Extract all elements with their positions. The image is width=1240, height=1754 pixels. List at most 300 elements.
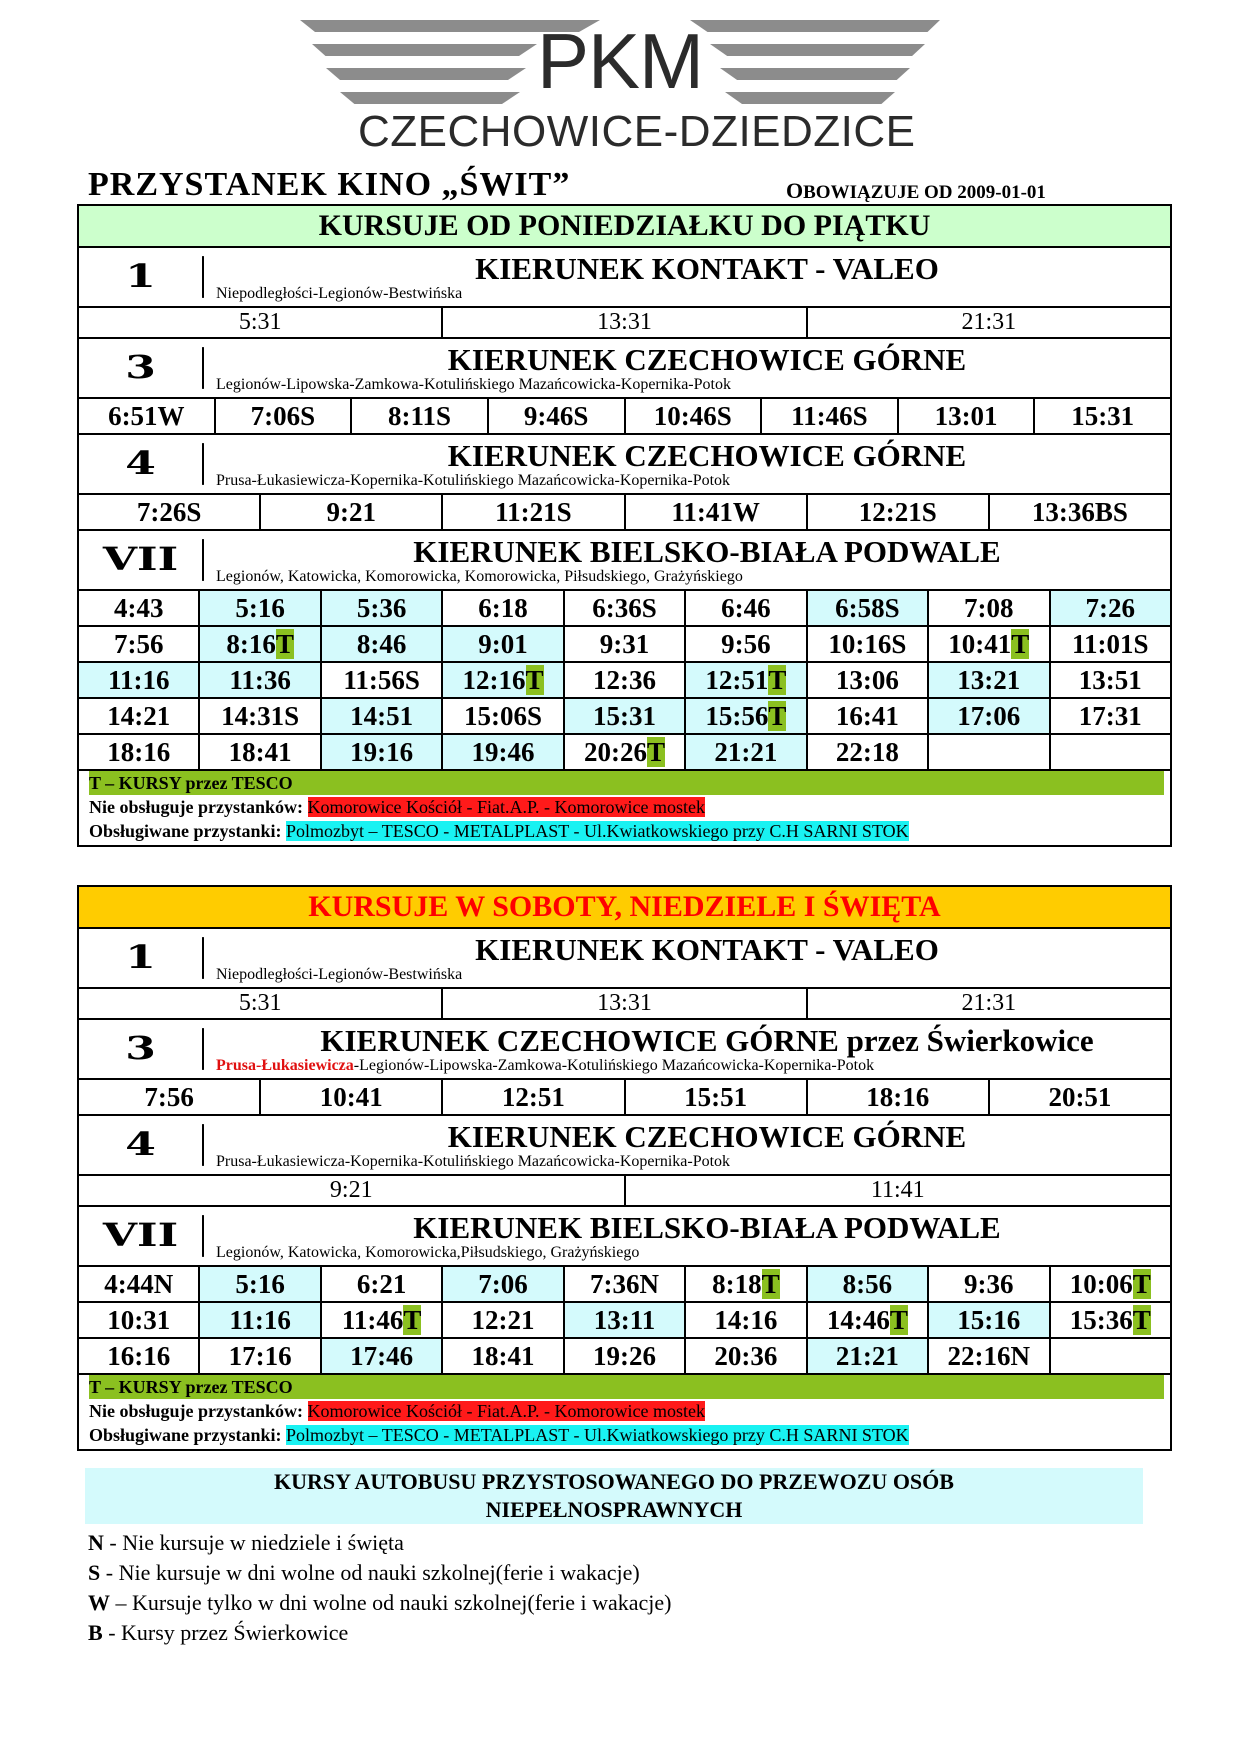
departure-time	[79, 1080, 261, 1114]
time-text: 13:11	[593, 1305, 656, 1335]
departure-time	[686, 1339, 807, 1373]
time-text: 18:41	[471, 1341, 535, 1371]
time-text: 15:31	[592, 701, 656, 731]
departure-time	[565, 1303, 686, 1337]
time-text: 6:18	[478, 593, 528, 623]
time-text: 5:16	[235, 1269, 285, 1299]
route-via-text: -Legionów-Lipowska-Zamkowa-Kotulińskiego Mazańcowicka-Kopernika-Potok	[353, 1057, 875, 1074]
time-text: 15:31	[1071, 401, 1135, 431]
departure-time	[322, 663, 443, 697]
time-text: 21:31	[961, 309, 1017, 335]
weekend-timetable	[77, 885, 1172, 1451]
served-stops: Polmozbyt – TESCO - METALPLAST - Ul.Kwiatkowskiego przy C.H SARNI STOK	[286, 821, 909, 841]
departure-time	[200, 627, 321, 661]
time-text: 7:56	[144, 1082, 194, 1112]
route-direction: KIERUNEK CZECHOWICE GÓRNE przez Świerkowice	[320, 1023, 1094, 1058]
time-text: 13:31	[597, 990, 652, 1016]
departure-time	[808, 663, 929, 697]
logo-stripe	[690, 20, 940, 32]
route-via-highlight: Prusa-Łukasiewicza	[216, 1057, 354, 1074]
departure-time	[808, 627, 929, 661]
time-text: 8:56	[842, 1269, 893, 1299]
departure-time	[1051, 663, 1170, 697]
route-info	[204, 929, 1170, 987]
route-info	[204, 339, 1170, 397]
time-text: 14:51	[350, 701, 414, 731]
departure-time	[443, 1267, 564, 1301]
departure-time	[565, 1339, 686, 1373]
time-text: 14:16	[714, 1305, 778, 1335]
valid-from	[786, 178, 1046, 204]
legend	[88, 1528, 671, 1648]
route-number: 4	[79, 1124, 204, 1166]
route-direction: KIERUNEK CZECHOWICE GÓRNE	[447, 342, 967, 377]
time-text: 9:21	[329, 1177, 373, 1203]
departure-grid	[79, 308, 1170, 339]
time-text: 13:06	[835, 665, 899, 695]
tesco-flag: T	[275, 629, 294, 659]
time-text: 18:16	[866, 1082, 930, 1112]
time-text: 9:56	[721, 629, 771, 659]
departure-time	[808, 308, 1170, 337]
time-text: 11:56S	[343, 665, 420, 695]
tesco-flag: T	[768, 701, 787, 731]
time-text: 13:36BS	[1031, 497, 1128, 527]
departure-time	[443, 1339, 564, 1373]
departure-time	[1035, 399, 1170, 433]
time-text: 17:31	[1078, 701, 1142, 731]
departure-time	[686, 699, 807, 733]
departure-row	[79, 627, 1170, 663]
time-text: 12:36	[592, 665, 656, 695]
departure-grid	[79, 1176, 1170, 1207]
legend-key: B	[88, 1620, 103, 1645]
time-text: 18:41	[228, 737, 292, 767]
not-served-label: Nie obsługuje przystanków:	[89, 1401, 304, 1421]
served-label: Obsługiwane przystanki:	[89, 821, 282, 841]
tesco-note: T – KURSY przez TESCO	[89, 771, 1164, 795]
route-via	[204, 1153, 1170, 1171]
time-text: 10:41	[948, 629, 1012, 659]
departure-time	[929, 663, 1050, 697]
weekend-heading: KURSUJE W SOBOTY, NIEDZIELE I ŚWIĘTA	[79, 887, 1170, 929]
time-text: 10:46S	[653, 401, 732, 431]
departure-time	[686, 663, 807, 697]
route-via	[204, 285, 1170, 303]
departure-row	[79, 699, 1170, 735]
departure-time	[899, 399, 1036, 433]
departure-row	[79, 1267, 1170, 1303]
departure-time	[200, 1303, 321, 1337]
departure-time	[1051, 1267, 1170, 1301]
departure-time	[443, 591, 564, 625]
departure-time	[79, 399, 216, 433]
departure-time	[565, 735, 686, 769]
time-text: 10:06	[1069, 1269, 1133, 1299]
tesco-flag: T	[525, 665, 544, 695]
time-text: 18:16	[107, 737, 171, 767]
time-text: 12:21	[471, 1305, 535, 1335]
time-text: 10:41	[319, 1082, 383, 1112]
time-text: 11:01S	[1071, 629, 1149, 659]
tesco-flag: T	[889, 1305, 908, 1335]
legend-item	[88, 1558, 671, 1588]
route-via-text: Niepodległości-Legionów-Bestwińska	[216, 285, 463, 302]
time-text: 5:16	[235, 593, 285, 623]
served-line	[89, 1423, 1170, 1447]
departure-time	[352, 399, 489, 433]
time-text: 13:21	[957, 665, 1021, 695]
route-via	[204, 1057, 1170, 1075]
departure-time	[1051, 1339, 1170, 1373]
departure-grid	[79, 591, 1170, 771]
weekday-notes	[79, 771, 1170, 845]
route-number: 3	[79, 347, 204, 389]
departure-time	[79, 1339, 200, 1373]
departure-time	[200, 735, 321, 769]
departure-time	[443, 699, 564, 733]
departure-time	[322, 627, 443, 661]
time-text: 6:51W	[108, 401, 185, 431]
route-via-text: Prusa-Łukasiewicza-Kopernika-Kotulińskiego Mazańcowicka-Kopernika-Potok	[216, 1153, 731, 1170]
time-text: 19:16	[350, 737, 414, 767]
accessible-line-2: NIEPEŁNOSPRAWNYCH	[485, 1497, 743, 1522]
route-number: VII	[79, 539, 204, 581]
time-text: 12:16	[462, 665, 526, 695]
time-text: 17:06	[957, 701, 1021, 731]
time-text: 11:41W	[671, 497, 760, 527]
not-served-line	[89, 1399, 1170, 1423]
time-text: 8:11S	[388, 401, 452, 431]
tesco-flag: T	[1132, 1305, 1151, 1335]
logo-city: CZECHOWICE-DZIEDZICE	[358, 107, 916, 156]
legend-key: S	[88, 1560, 101, 1585]
time-text: 14:31S	[221, 701, 300, 731]
route-info	[204, 1020, 1170, 1078]
time-text: 22:16N	[947, 1341, 1031, 1371]
departure-time	[216, 399, 353, 433]
time-text: 7:36N	[589, 1269, 659, 1299]
departure-time	[626, 399, 763, 433]
not-served-stops: Komorowice Kościół - Fiat.A.P. - Komorowice mostek	[307, 1401, 705, 1421]
time-text: 13:51	[1078, 665, 1142, 695]
route-number: 1	[79, 256, 204, 298]
time-text: 11:46	[341, 1305, 404, 1335]
departure-time	[200, 1267, 321, 1301]
route-via-text: Legionów, Katowicka, Komorowicka,Piłsudskiego, Grażyńskiego	[216, 1244, 640, 1261]
route-via	[204, 1244, 1170, 1262]
time-text: 8:18	[712, 1269, 762, 1299]
departure-time	[443, 663, 564, 697]
time-text: 15:36	[1069, 1305, 1133, 1335]
route-direction: KIERUNEK KONTAKT - VALEO	[475, 932, 939, 967]
time-text: 15:56	[705, 701, 769, 731]
route-via	[204, 568, 1170, 586]
logo-stripe	[725, 92, 895, 104]
departure-time	[762, 399, 899, 433]
time-text: 13:01	[934, 401, 998, 431]
time-text: 22:18	[835, 737, 899, 767]
time-text: 10:31	[107, 1305, 171, 1335]
route-via	[204, 472, 1170, 490]
time-text: 4:44N	[104, 1269, 174, 1299]
departure-grid	[79, 989, 1170, 1020]
departure-time	[322, 699, 443, 733]
time-text: 8:46	[356, 629, 407, 659]
departure-time	[322, 591, 443, 625]
departure-time	[79, 989, 443, 1018]
legend-item	[88, 1588, 671, 1618]
legend-key: N	[88, 1530, 104, 1555]
not-served-stops: Komorowice Kościół - Fiat.A.P. - Komorowice mostek	[307, 797, 705, 817]
logo-stripe	[326, 68, 526, 80]
time-text: 11:46S	[791, 401, 868, 431]
departure-time	[565, 663, 686, 697]
departure-time	[808, 1303, 929, 1337]
departure-row	[79, 663, 1170, 699]
departure-time	[1051, 627, 1170, 661]
route-info	[204, 1207, 1170, 1265]
time-text: 7:06	[478, 1269, 528, 1299]
tesco-flag: T	[761, 1269, 780, 1299]
weekend-routes	[79, 929, 1170, 1375]
time-text: 14:46	[826, 1305, 890, 1335]
departure-time	[322, 1267, 443, 1301]
departure-time	[79, 1176, 626, 1205]
route-direction: KIERUNEK BIELSKO-BIAŁA PODWALE	[413, 534, 1001, 569]
time-text: 9:46S	[523, 401, 589, 431]
time-text: 12:51	[705, 665, 769, 695]
departure-time	[443, 989, 807, 1018]
not-served-line	[89, 795, 1170, 819]
logo-stripe	[720, 68, 910, 80]
time-text: 11:21S	[495, 497, 572, 527]
tesco-flag: T	[403, 1305, 422, 1335]
departure-row	[79, 1176, 1170, 1205]
departure-time	[808, 989, 1170, 1018]
time-text: 4:43	[113, 593, 164, 623]
time-text: 7:06S	[250, 401, 316, 431]
time-text: 6:58S	[835, 593, 900, 623]
tesco-note: T – KURSY przez TESCO	[89, 1375, 1164, 1399]
legend-text: - Kursy przez Świerkowice	[102, 1620, 349, 1645]
departure-row	[79, 989, 1170, 1018]
departure-time	[808, 495, 990, 529]
departure-time	[1051, 591, 1170, 625]
time-text: 21:31	[961, 990, 1017, 1016]
departure-time	[990, 495, 1170, 529]
legend-text: - Nie kursuje w niedziele i święta	[103, 1530, 404, 1555]
route-direction: KIERUNEK CZECHOWICE GÓRNE	[447, 438, 967, 473]
time-text: 9:21	[326, 497, 376, 527]
logo-stripe	[710, 44, 925, 56]
time-text: 10:16S	[828, 629, 907, 659]
departure-row	[79, 308, 1170, 337]
time-text: 5:31	[238, 309, 282, 335]
time-text: 7:08	[964, 593, 1014, 623]
route-header	[79, 1116, 1170, 1176]
departure-time	[200, 591, 321, 625]
time-text: 20:26	[583, 737, 647, 767]
time-text: 13:31	[597, 309, 652, 335]
tesco-flag: T	[646, 737, 665, 767]
weekend-notes	[79, 1375, 1170, 1449]
departure-time	[929, 699, 1050, 733]
departure-time	[443, 627, 564, 661]
legend-text: - Nie kursuje w dni wolne od nauki szkolnej(ferie i wakacje)	[100, 1560, 640, 1585]
served-line	[89, 819, 1170, 843]
departure-time	[79, 663, 200, 697]
logo-stripe	[312, 44, 537, 56]
route-header	[79, 1207, 1170, 1267]
legend-item	[88, 1528, 671, 1558]
accessible-line-1: KURSY AUTOBUSU PRZYSTOSOWANEGO DO PRZEWOZU OSÓB	[274, 1469, 954, 1494]
pkm-logo	[300, 12, 940, 157]
departure-row	[79, 591, 1170, 627]
route-header	[79, 339, 1170, 399]
time-text: 5:31	[238, 990, 282, 1016]
time-text: 20:51	[1048, 1082, 1112, 1112]
departure-time	[489, 399, 626, 433]
departure-time	[929, 735, 1050, 769]
departure-time	[929, 591, 1050, 625]
departure-time	[686, 591, 807, 625]
route-number: 1	[79, 937, 204, 979]
legend-key: W	[88, 1590, 110, 1615]
departure-time	[808, 735, 929, 769]
time-text: 21:21	[835, 1341, 899, 1371]
time-text: 9:01	[478, 629, 528, 659]
departure-time	[808, 1267, 929, 1301]
departure-time	[200, 699, 321, 733]
tesco-flag: T	[768, 665, 787, 695]
departure-time	[626, 1176, 1171, 1205]
weekday-timetable	[77, 204, 1172, 847]
departure-time	[929, 1267, 1050, 1301]
time-text: 7:26S	[136, 497, 202, 527]
time-text: 11:16	[229, 1305, 291, 1335]
route-via-text: Prusa-Łukasiewicza-Kopernika-Kotulińskiego Mazańcowicka-Kopernika-Potok	[216, 472, 731, 489]
time-text: 19:26	[592, 1341, 656, 1371]
route-header	[79, 435, 1170, 495]
route-via	[204, 376, 1170, 394]
departure-time	[443, 735, 564, 769]
departure-time	[565, 699, 686, 733]
time-text: 19:46	[471, 737, 535, 767]
route-via	[204, 966, 1170, 984]
time-text: 17:46	[350, 1341, 414, 1371]
time-text: 16:41	[835, 701, 899, 731]
departure-time	[200, 663, 321, 697]
time-text: 6:46	[721, 593, 771, 623]
route-info	[204, 248, 1170, 306]
tesco-flag: T	[1132, 1269, 1151, 1299]
departure-time	[686, 1267, 807, 1301]
route-header	[79, 248, 1170, 308]
time-text: 21:21	[714, 737, 778, 767]
served-label: Obsługiwane przystanki:	[89, 1425, 282, 1445]
departure-time	[929, 1303, 1050, 1337]
route-number: 3	[79, 1028, 204, 1070]
legend-item	[88, 1618, 671, 1648]
time-text: 11:36	[229, 665, 291, 695]
time-text: 15:51	[684, 1082, 748, 1112]
route-info	[204, 531, 1170, 589]
time-text: 6:21	[356, 1269, 407, 1299]
route-via-text: Niepodległości-Legionów-Bestwińska	[216, 966, 463, 983]
tesco-flag: T	[1011, 629, 1030, 659]
departure-time	[443, 308, 807, 337]
departure-time	[443, 495, 625, 529]
route-info	[204, 435, 1170, 493]
route-header	[79, 531, 1170, 591]
time-text: 12:51	[501, 1082, 565, 1112]
departure-time	[626, 495, 808, 529]
departure-time	[79, 591, 200, 625]
time-text: 7:56	[113, 629, 164, 659]
time-text: 16:16	[107, 1341, 171, 1371]
departure-grid	[79, 399, 1170, 435]
route-direction: KIERUNEK BIELSKO-BIAŁA PODWALE	[413, 1210, 1001, 1245]
time-text: 12:21S	[858, 497, 937, 527]
departure-time	[808, 699, 929, 733]
departure-time	[322, 1339, 443, 1373]
not-served-label: Nie obsługuje przystanków:	[89, 797, 304, 817]
departure-time	[565, 591, 686, 625]
departure-row	[79, 399, 1170, 433]
departure-time	[808, 591, 929, 625]
departure-time	[261, 1080, 443, 1114]
departure-time	[443, 1303, 564, 1337]
legend-text: – Kursuje tylko w dni wolne od nauki szkolnej(ferie i wakacje)	[110, 1590, 672, 1615]
valid-from-rest: BOWIĄZUJE OD 2009-01-01	[803, 182, 1046, 203]
departure-row	[79, 1339, 1170, 1373]
route-via-text: Legionów-Lipowska-Zamkowa-Kotulińskiego Mazańcowicka-Kopernika-Potok	[216, 376, 731, 393]
departure-time	[808, 1080, 990, 1114]
departure-time	[565, 1267, 686, 1301]
time-text: 11:16	[107, 665, 170, 695]
departure-time	[565, 627, 686, 661]
time-text: 15:06S	[464, 701, 543, 731]
time-text: 9:36	[964, 1269, 1014, 1299]
departure-time	[686, 1303, 807, 1337]
time-text: 11:41	[870, 1177, 925, 1203]
departure-time	[686, 627, 807, 661]
departure-time	[200, 1339, 321, 1373]
departure-time	[990, 1080, 1170, 1114]
valid-from-initial: O	[786, 178, 804, 203]
route-number: VII	[79, 1215, 204, 1257]
departure-time	[929, 627, 1050, 661]
departure-grid	[79, 495, 1170, 531]
route-header	[79, 929, 1170, 989]
time-text: 5:36	[356, 593, 407, 623]
time-text: 6:36S	[592, 593, 657, 623]
route-info	[204, 1116, 1170, 1174]
departure-time	[929, 1339, 1050, 1373]
departure-row	[79, 495, 1170, 529]
time-text: 15:16	[957, 1305, 1021, 1335]
departure-time	[686, 735, 807, 769]
departure-time	[79, 699, 200, 733]
departure-time	[261, 495, 443, 529]
departure-time	[322, 735, 443, 769]
departure-time	[1051, 735, 1170, 769]
departure-time	[79, 1267, 200, 1301]
accessible-bus-info	[85, 1468, 1143, 1524]
departure-row	[79, 735, 1170, 769]
departure-time	[1051, 699, 1170, 733]
